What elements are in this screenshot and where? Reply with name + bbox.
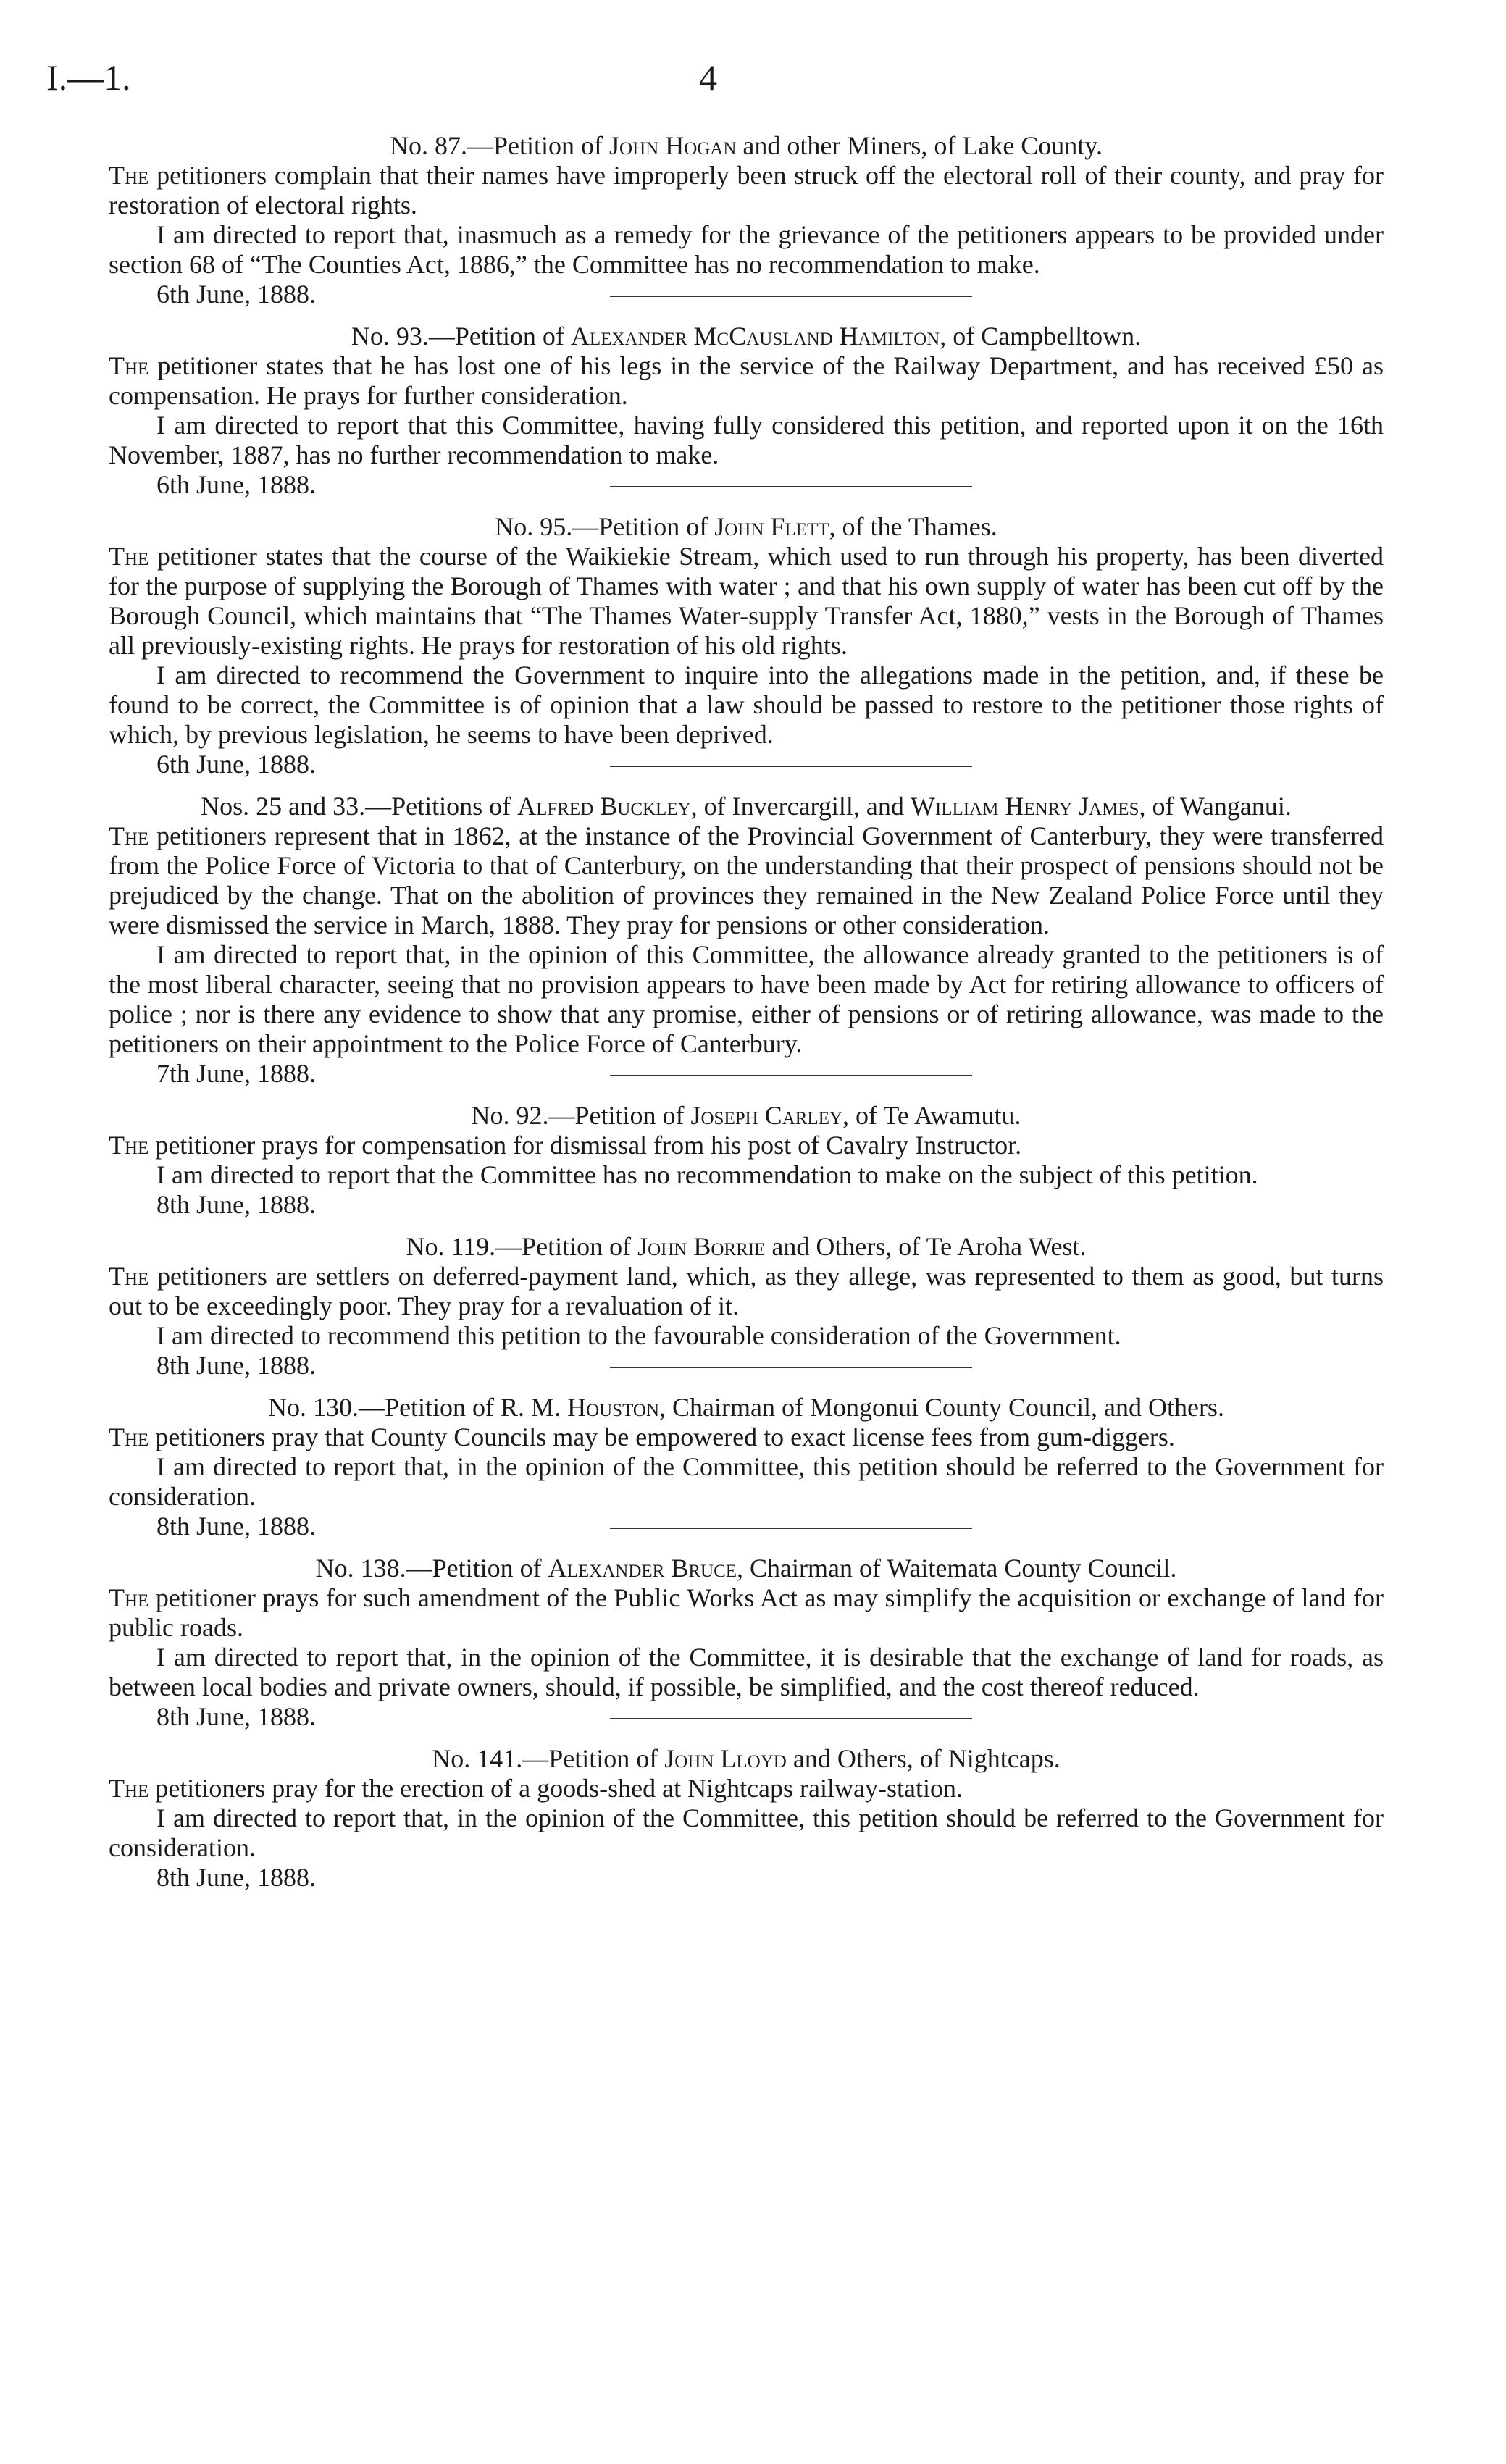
petition-title: No. 92.—Petition of Joseph Carley, of Te Awamutu. bbox=[471, 1101, 1021, 1130]
report-date: 8th June, 1888. bbox=[156, 1702, 1384, 1732]
petition-statement: The petitioner states that the course of the Waikiekie Stream, which used to run through his property, has been diverted for the purpose of supplying the Borough of Thames with water ; and that his own supply of water has been cut off by the Borough Council, which maintains that “The Thames Water-supply Transfer Act, 1880,” vests in the Borough of Thames all previously-existing rights. He prays for restoration of his old rights. bbox=[109, 542, 1384, 660]
petition-title: No. 95.—Petition of John Flett, of the Thames. bbox=[495, 512, 997, 541]
section-divider bbox=[610, 1528, 972, 1529]
petition-title: No. 87.—Petition of John Hogan and other Miners, of Lake County. bbox=[390, 131, 1103, 160]
report-date: 8th June, 1888. bbox=[156, 1512, 1384, 1541]
committee-report: I am directed to report that the Committee has no recommendation to make on the subject of this petition. bbox=[156, 1160, 1258, 1189]
petitioner-name: John Lloyd bbox=[664, 1744, 787, 1773]
committee-report: I am directed to report that, in the opinion of this Committee, the allowance already granted to the petitioners is of the most liberal character, seeing that no provision appears to have been made by Act for retiring allowance to officers of police ; nor is there any evidence to show that any promise, either of pensions or of retiring allowance, was made to the petitioners on their appointment to the Police Force of Canterbury. bbox=[109, 940, 1384, 1058]
petition-statement: The petitioner prays for such amendment of the Public Works Act as may simplify the acquisition or exchange of land for public roads. bbox=[109, 1583, 1384, 1642]
petitioner-name: Alexander Bruce bbox=[548, 1554, 737, 1583]
report-date: 6th June, 1888. bbox=[156, 750, 1384, 779]
petitioner-name: John Flett bbox=[714, 512, 829, 541]
petition-138 bbox=[109, 1553, 1384, 1732]
petitioner-name: Joseph Carley bbox=[690, 1101, 843, 1130]
petitioner-name: R. M. Houston bbox=[501, 1393, 660, 1422]
petitioner-name: Alfred Buckley bbox=[517, 792, 691, 821]
committee-report: I am directed to recommend the Government to inquire into the allegations made in the petition, and, if these be found to be correct, the Committee is of opinion that a law should be passed to restore to the petitioner those rights of which, by previous legislation, he seems to have been deprived. bbox=[109, 661, 1384, 749]
committee-report: I am directed to report that, in the opinion of the Committee, this petition should be referred to the Government for consideration. bbox=[109, 1452, 1384, 1511]
section-divider bbox=[610, 1367, 972, 1368]
petition-title: No. 138.—Petition of Alexander Bruce, Chairman of Waitemata County Council. bbox=[315, 1554, 1177, 1583]
petition-statement: The petitioner states that he has lost one of his legs in the service of the Railway Department, and has received £50 as compensation. He prays for further consideration. bbox=[109, 351, 1384, 410]
petition-title: No. 93.—Petition of Alexander McCausland Hamilton, of Campbelltown. bbox=[351, 322, 1142, 351]
petitioner-name-2: William Henry James bbox=[910, 792, 1139, 821]
section-divider bbox=[610, 486, 972, 487]
report-date: 8th June, 1888. bbox=[156, 1351, 1384, 1380]
section-divider bbox=[610, 766, 972, 767]
petition-92 bbox=[109, 1100, 1384, 1220]
page-header bbox=[0, 56, 1506, 107]
petition-95 bbox=[109, 511, 1384, 779]
petition-title: No. 119.—Petition of John Borrie and Others, of Te Aroha West. bbox=[406, 1232, 1087, 1261]
petition-93 bbox=[109, 321, 1384, 500]
petition-statement: The petitioners are settlers on deferred-payment land, which, as they allege, was represented to them as good, but turns out to be exceedingly poor. They pray for a revaluation of it. bbox=[109, 1262, 1384, 1320]
petitions-list bbox=[109, 130, 1384, 1893]
petition-statement: The petitioners represent that in 1862, at the instance of the Provincial Government of Canterbury, they were transferred from the Police Force of Victoria to that of Canterbury, on the understanding that their prospect of pensions should not be prejudiced by the change. That on the abolition of provinces they remained in the New Zealand Police Force until they were dismissed the service in March, 1888. They pray for pensions or other consideration. bbox=[109, 821, 1384, 939]
report-date: 8th June, 1888. bbox=[156, 1190, 316, 1219]
section-divider bbox=[610, 1718, 972, 1719]
committee-report: I am directed to recommend this petition to the favourable consideration of the Government. bbox=[156, 1321, 1121, 1350]
petition-statement: The petitioner prays for compensation for dismissal from his post of Cavalry Instructor. bbox=[109, 1131, 1022, 1160]
petition-statement: The petitioners pray that County Councils may be empowered to exact license fees from gum-diggers. bbox=[109, 1422, 1175, 1451]
report-date: 7th June, 1888. bbox=[156, 1059, 1384, 1089]
petition-statement: The petitioners pray for the erection of a goods-shed at Nightcaps railway-station. bbox=[109, 1774, 963, 1803]
petition-130 bbox=[109, 1392, 1384, 1541]
committee-report: I am directed to report that, inasmuch as a remedy for the grievance of the petitioners appears to be provided under section 68 of “The Counties Act, 1886,” the Committee has no recommendation to make. bbox=[109, 220, 1384, 279]
petition-title: No. 141.—Petition of John Lloyd and Others, of Nightcaps. bbox=[432, 1744, 1061, 1773]
petition-25-33 bbox=[109, 791, 1384, 1089]
petition-119 bbox=[109, 1231, 1384, 1380]
document-reference: I.—1. bbox=[46, 57, 131, 98]
section-divider bbox=[610, 1075, 972, 1076]
petition-statement: The petitioners complain that their names have improperly been struck off the electoral roll of their county, and pray for restoration of electoral rights. bbox=[109, 161, 1384, 219]
report-date: 6th June, 1888. bbox=[156, 280, 1384, 309]
committee-report: I am directed to report that, in the opinion of the Committee, it is desirable that the exchange of land for roads, as between local bodies and private owners, should, if possible, be simplified, and the cost thereof reduced. bbox=[109, 1643, 1384, 1701]
report-date: 8th June, 1888. bbox=[156, 1863, 316, 1892]
petition-title: Nos. 25 and 33.—Petitions of Alfred Buckley, of Invercargill, and William Henry James, of Wanganui. bbox=[201, 792, 1292, 821]
petition-title: No. 130.—Petition of R. M. Houston, Chairman of Mongonui County Council, and Others. bbox=[268, 1393, 1224, 1422]
petition-87 bbox=[109, 130, 1384, 309]
petitioner-name: John Borrie bbox=[637, 1232, 766, 1261]
report-date: 6th June, 1888. bbox=[156, 470, 1384, 500]
page-number: 4 bbox=[699, 57, 717, 98]
petitioner-name: John Hogan bbox=[609, 131, 737, 160]
petitioner-name: Alexander McCausland Hamilton bbox=[570, 322, 940, 351]
petition-141 bbox=[109, 1743, 1384, 1893]
committee-report: I am directed to report that this Committee, having fully considered this petition, and reported upon it on the 16th November, 1887, has no further recommendation to make. bbox=[109, 411, 1384, 469]
committee-report: I am directed to report that, in the opinion of the Committee, this petition should be referred to the Government for consideration. bbox=[109, 1803, 1384, 1862]
section-divider bbox=[610, 296, 972, 297]
